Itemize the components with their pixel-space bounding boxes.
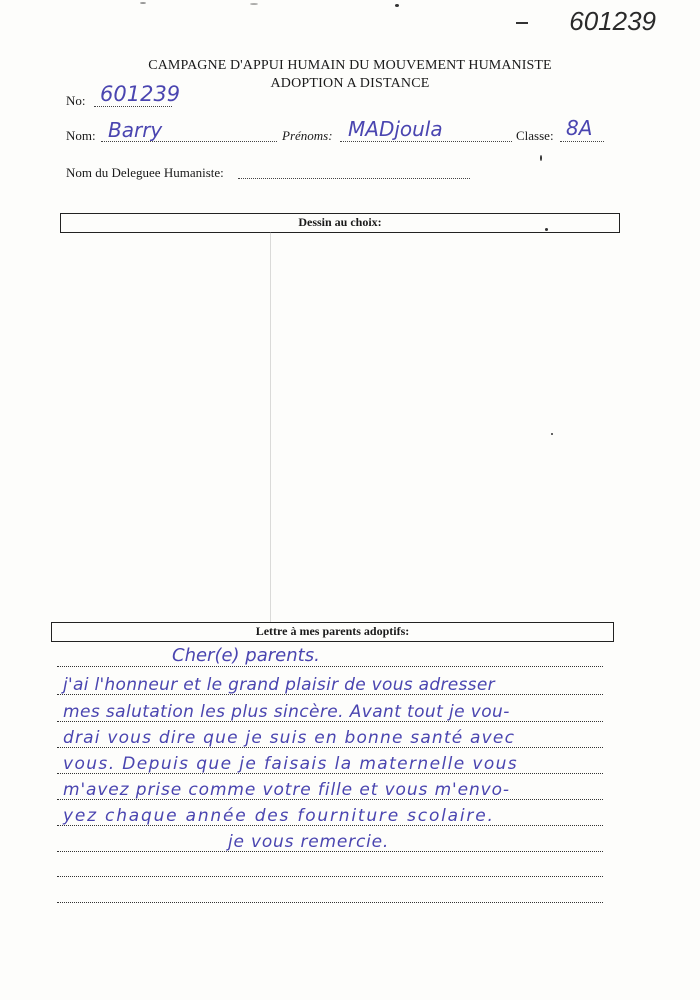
letter-rule <box>57 876 603 877</box>
letter-rule <box>57 902 603 903</box>
top-dash-mark <box>516 22 528 24</box>
classe-dotted-line <box>560 141 604 142</box>
drawing-section-header <box>60 213 620 233</box>
scan-speck <box>140 2 146 4</box>
reference-number: 601239 <box>569 6 656 36</box>
letter-line: drai vous dire que je suis en bonne santé avec <box>63 728 516 748</box>
fold-mark <box>270 232 271 622</box>
classe-label: Classe: <box>516 128 554 143</box>
letter-line: yez chaque année des fourniture scolaire. <box>63 806 495 826</box>
no-label: No: <box>66 93 86 108</box>
scan-speck <box>551 433 553 435</box>
no-value: 601239 <box>100 82 181 106</box>
letter-line: m'avez prise comme votre fille et vous m'envo- <box>63 780 510 800</box>
scan-speck <box>250 3 258 5</box>
scan-speck <box>545 228 548 231</box>
scan-speck <box>540 155 542 161</box>
letter-line: vous. Depuis que je faisais la maternelle vous <box>63 754 519 774</box>
letter-section-header <box>51 622 614 642</box>
letter-section-title: Lettre à mes parents adoptifs: <box>255 624 410 638</box>
prenoms-value: MADjoula <box>348 117 443 141</box>
no-dotted-line <box>94 106 172 107</box>
letter-line: j'ai l'honneur et le grand plaisir de vous adresser <box>63 675 495 695</box>
letter-greeting: Cher(e) parents. <box>172 645 320 666</box>
campaign-title: CAMPAGNE D'APPUI HUMAIN DU MOUVEMENT HUMANISTE <box>148 58 552 73</box>
delegue-label: Nom du Deleguee Humaniste: <box>66 165 224 180</box>
prenoms-label: Prénoms: <box>282 128 333 143</box>
classe-value: 8A <box>566 116 593 140</box>
letter-rule <box>57 666 603 667</box>
delegue-dotted-line <box>238 178 470 179</box>
nom-value: Barry <box>108 118 163 142</box>
letter-line: mes salutation les plus sincère. Avant tout je vou- <box>63 702 510 722</box>
scan-speck <box>395 4 399 7</box>
adoption-subtitle: ADOPTION A DISTANCE <box>270 76 430 91</box>
letter-closing: je vous remercie. <box>228 832 390 852</box>
prenoms-dotted-line <box>340 141 512 142</box>
nom-label: Nom: <box>66 128 96 143</box>
drawing-section-title: Dessin au choix: <box>298 215 382 229</box>
